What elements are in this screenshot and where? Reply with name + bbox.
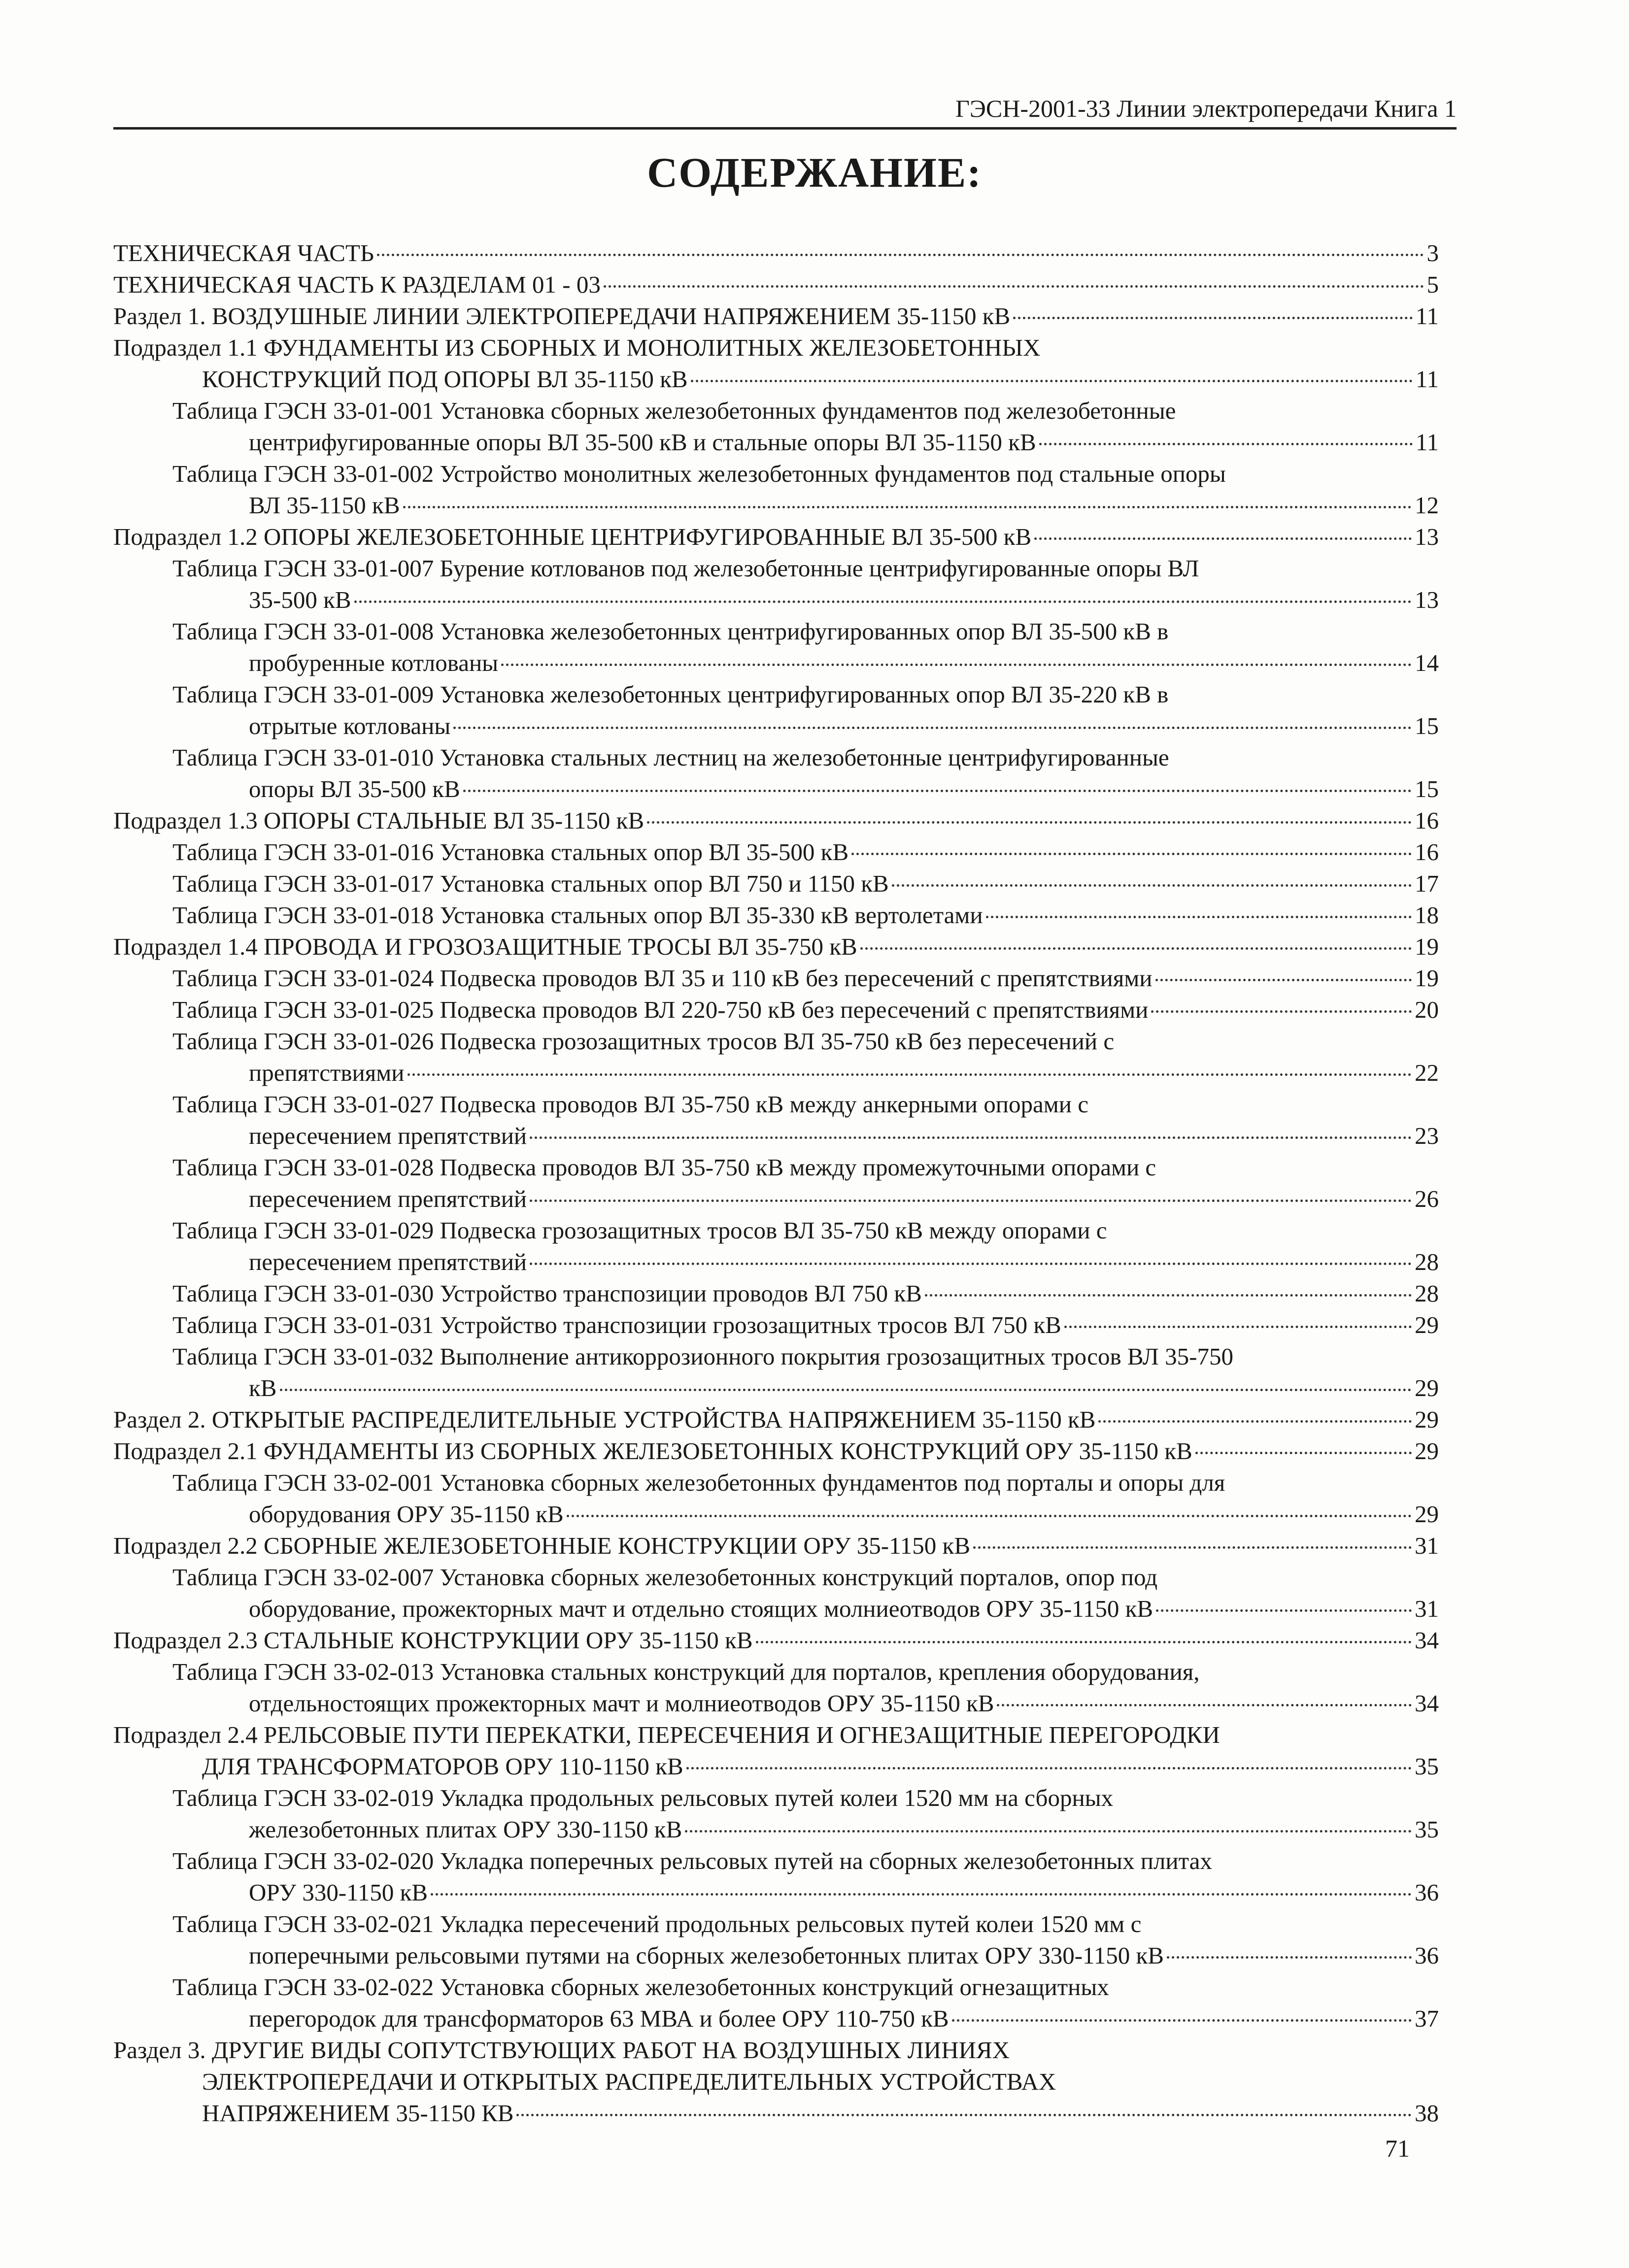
toc-entry — [113, 647, 1439, 679]
page-number: 71 — [1385, 2135, 1410, 2162]
dot-leader — [567, 1515, 1412, 1517]
dot-leader — [453, 727, 1412, 729]
toc-entry-text: Подраздел 1.1 ФУНДАМЕНТЫ ИЗ СБОРНЫХ И МОНОЛИТНЫХ ЖЕЛЕЗОБЕТОННЫХ — [113, 334, 1041, 361]
toc-entry — [113, 1057, 1439, 1089]
toc-entry — [113, 836, 1439, 868]
toc-entry-text: Таблица ГЭСН 33-02-021 Укладка пересечений продольных рельсовых путей колеи 1520 мм с — [172, 1910, 1142, 1937]
toc-entry — [113, 2035, 1439, 2066]
toc-entry — [113, 237, 1439, 269]
toc-entry-text: Подраздел 1.3 ОПОРЫ СТАЛЬНЫЕ ВЛ 35-1150 кВ — [113, 807, 645, 834]
toc-entry — [113, 364, 1439, 395]
toc-entry-text: Таблица ГЭСН 33-02-013 Установка стальных конструкций для порталов, крепления оборудования, — [172, 1658, 1200, 1685]
toc-entry — [113, 773, 1439, 805]
toc-page-number: 31 — [1415, 1595, 1439, 1622]
toc-entry — [113, 1089, 1439, 1120]
running-header: ГЭСН-2001-33 Линии электропередачи Книга 1 — [113, 94, 1457, 130]
toc-entry-text: Таблица ГЭСН 33-02-001 Установка сборных железобетонных фундаментов под порталы и опоры для — [172, 1469, 1225, 1496]
toc-entry-text: ЭЛЕКТРОПЕРЕДАЧИ И ОТКРЫТЫХ РАСПРЕДЕЛИТЕЛЬНЫХ УСТРОЙСТВАХ — [202, 2068, 1056, 2095]
toc-entry — [113, 1215, 1439, 1246]
toc-entry-text: КОНСТРУКЦИЙ ПОД ОПОРЫ ВЛ 35-1150 кВ — [202, 366, 688, 393]
toc-entry-text: Таблица ГЭСН 33-02-007 Установка сборных железобетонных конструкций порталов, опор под — [172, 1564, 1158, 1591]
toc-entry-text: пересечением препятствий — [249, 1248, 527, 1275]
toc-entry — [113, 1562, 1439, 1593]
toc-entry-text: отдельностоящих прожекторных мачт и молниеотводов ОРУ 35-1150 кВ — [249, 1690, 994, 1717]
toc-entry-text: Таблица ГЭСН 33-01-024 Подвеска проводов ВЛ 35 и 110 кВ без пересечений с препятствиями — [172, 965, 1153, 992]
dot-leader — [516, 2114, 1412, 2116]
toc-entry-text: Таблица ГЭСН 33-01-029 Подвеска грозозащитных тросов ВЛ 35-750 кВ между опорами с — [172, 1217, 1107, 1244]
toc-entry-text: отрытые котлованы — [249, 712, 451, 739]
toc-entry — [113, 1751, 1439, 1782]
dot-leader — [851, 853, 1412, 855]
toc-entry — [113, 742, 1439, 773]
toc-entry-text: Подраздел 2.3 СТАЛЬНЫЕ КОНСТРУКЦИИ ОРУ 35-1150 кВ — [113, 1627, 753, 1654]
toc-page-number: 23 — [1415, 1122, 1439, 1149]
dot-leader — [892, 884, 1412, 887]
dot-leader — [973, 1546, 1412, 1549]
dot-leader — [280, 1389, 1412, 1391]
dot-leader — [860, 947, 1412, 950]
table-of-contents — [113, 237, 1439, 2129]
toc-page-number: 18 — [1415, 901, 1439, 929]
toc-entry-text: ТЕХНИЧЕСКАЯ ЧАСТЬ К РАЗДЕЛАМ 01 - 03 — [113, 271, 601, 298]
toc-entry — [113, 1625, 1439, 1656]
toc-entry — [113, 1845, 1439, 1877]
toc-entry — [113, 1782, 1439, 1814]
dot-leader — [1167, 1956, 1412, 1959]
dot-leader — [1064, 1326, 1412, 1328]
dot-leader — [1013, 317, 1413, 319]
toc-entry-text: Таблица ГЭСН 33-01-008 Установка железобетонных центрифугированных опор ВЛ 35-500 кВ в — [172, 618, 1169, 645]
dot-leader — [407, 1073, 1412, 1076]
page-title: СОДЕРЖАНИЕ: — [647, 149, 982, 196]
toc-entry-text: Таблица ГЭСН 33-01-009 Установка железобетонных центрифугированных опор ВЛ 35-220 кВ в — [172, 681, 1169, 708]
toc-entry — [113, 1278, 1439, 1309]
toc-entry-text: пересечением препятствий — [249, 1122, 527, 1149]
toc-page-number: 15 — [1415, 712, 1439, 739]
dot-leader — [691, 380, 1413, 382]
dot-leader — [377, 254, 1424, 256]
toc-entry — [113, 963, 1439, 994]
toc-entry — [113, 1940, 1439, 1971]
toc-page-number: 14 — [1415, 649, 1439, 676]
toc-page-number: 15 — [1415, 775, 1439, 802]
dot-leader — [403, 506, 1412, 508]
toc-page-number: 5 — [1426, 271, 1439, 298]
dot-leader — [647, 821, 1412, 824]
toc-page-number: 36 — [1415, 1879, 1439, 1906]
dot-leader — [686, 1767, 1412, 1769]
toc-entry-text: Таблица ГЭСН 33-01-017 Установка стальных опор ВЛ 750 и 1150 кВ — [172, 870, 889, 897]
toc-page-number: 16 — [1415, 838, 1439, 866]
toc-page-number: 38 — [1415, 2100, 1439, 2127]
toc-entry — [113, 1814, 1439, 1845]
dot-leader — [1098, 1420, 1412, 1423]
toc-page-number: 28 — [1415, 1248, 1439, 1275]
toc-entry-text: Таблица ГЭСН 33-01-031 Устройство транспозиции грозозащитных тросов ВЛ 750 кВ — [172, 1311, 1061, 1338]
toc-entry — [113, 490, 1439, 521]
dot-leader — [530, 1136, 1412, 1139]
dot-leader — [501, 664, 1412, 666]
toc-entry — [113, 1656, 1439, 1688]
toc-page-number: 28 — [1415, 1280, 1439, 1307]
toc-entry-text: пробуренные котлованы — [249, 649, 499, 676]
toc-entry-text: ТЕХНИЧЕСКАЯ ЧАСТЬ — [113, 239, 374, 267]
toc-entry — [113, 1404, 1439, 1435]
toc-entry-text: Подраздел 2.2 СБОРНЫЕ ЖЕЛЕЗОБЕТОННЫЕ КОНСТРУКЦИИ ОРУ 35-1150 кВ — [113, 1532, 970, 1559]
dot-leader — [1155, 979, 1412, 981]
toc-entry — [113, 458, 1439, 490]
toc-page-number: 29 — [1415, 1437, 1439, 1465]
toc-entry-text: ОРУ 330-1150 кВ — [249, 1879, 428, 1906]
toc-entry — [113, 1908, 1439, 1940]
toc-entry — [113, 1530, 1439, 1562]
toc-entry-text: Таблица ГЭСН 33-01-007 Бурение котлованов под железобетонные центрифугированные опоры ВЛ — [172, 555, 1199, 582]
toc-page-number: 29 — [1415, 1501, 1439, 1528]
toc-page-number: 29 — [1415, 1374, 1439, 1401]
toc-entry-text: центрифугированные опоры ВЛ 35-500 кВ и стальные опоры ВЛ 35-1150 кВ — [249, 429, 1036, 456]
toc-page-number: 11 — [1415, 429, 1439, 456]
toc-entry-text: поперечными рельсовыми путями на сборных железобетонных плитах ОРУ 330-1150 кВ — [249, 1942, 1164, 1969]
toc-entry — [113, 1341, 1439, 1372]
toc-page-number: 13 — [1415, 586, 1439, 613]
toc-entry — [113, 584, 1439, 616]
toc-page-number: 20 — [1415, 996, 1439, 1023]
toc-entry-text: опоры ВЛ 35-500 кВ — [249, 775, 460, 802]
dot-leader — [1195, 1452, 1412, 1454]
dot-leader — [756, 1641, 1412, 1643]
dot-leader — [1039, 443, 1413, 445]
toc-entry-text: Таблица ГЭСН 33-02-019 Укладка продольных рельсовых путей колеи 1520 мм на сборных — [172, 1784, 1114, 1811]
toc-entry-text: ВЛ 35-1150 кВ — [249, 492, 400, 519]
dot-leader — [431, 1893, 1412, 1896]
toc-entry-text: Раздел 3. ДРУГИЕ ВИДЫ СОПУТСТВУЮЩИХ РАБОТ НА ВОЗДУШНЫХ ЛИНИЯХ — [113, 2036, 1010, 2064]
toc-entry-text: Раздел 2. ОТКРЫТЫЕ РАСПРЕДЕЛИТЕЛЬНЫЕ УСТРОЙСТВА НАПРЯЖЕНИЕМ 35-1150 кВ — [113, 1406, 1096, 1433]
toc-entry — [113, 2098, 1439, 2129]
toc-page-number: 13 — [1415, 523, 1439, 550]
toc-entry-text: Подраздел 1.2 ОПОРЫ ЖЕЛЕЗОБЕТОННЫЕ ЦЕНТРИФУГИРОВАННЫЕ ВЛ 35-500 кВ — [113, 523, 1032, 550]
dot-leader — [530, 1263, 1412, 1265]
dot-leader — [997, 1704, 1412, 1706]
toc-page-number: 34 — [1415, 1690, 1439, 1717]
dot-leader — [530, 1200, 1412, 1202]
toc-entry — [113, 521, 1439, 553]
dot-leader — [1034, 537, 1412, 540]
toc-entry — [113, 900, 1439, 931]
toc-entry-text: Таблица ГЭСН 33-01-027 Подвеска проводов ВЛ 35-750 кВ между анкерными опорами с — [172, 1091, 1088, 1118]
toc-entry-text: оборудования ОРУ 35-1150 кВ — [249, 1501, 564, 1528]
toc-entry — [113, 1971, 1439, 2003]
toc-entry-text: Таблица ГЭСН 33-01-030 Устройство транспозиции проводов ВЛ 750 кВ — [172, 1280, 922, 1307]
toc-entry-text: Подраздел 2.1 ФУНДАМЕНТЫ ИЗ СБОРНЫХ ЖЕЛЕЗОБЕТОННЫХ КОНСТРУКЦИЙ ОРУ 35-1150 кВ — [113, 1437, 1192, 1465]
toc-entry-text: Таблица ГЭСН 33-01-026 Подвеска грозозащитных тросов ВЛ 35-750 кВ без пересечений с — [172, 1028, 1115, 1055]
toc-entry — [113, 679, 1439, 710]
toc-page-number: 34 — [1415, 1627, 1439, 1654]
toc-entry-text: железобетонных плитах ОРУ 330-1150 кВ — [249, 1816, 682, 1843]
toc-entry-text: Раздел 1. ВОЗДУШНЫЕ ЛИНИИ ЭЛЕКТРОПЕРЕДАЧИ НАПРЯЖЕНИЕМ 35-1150 кВ — [113, 302, 1011, 330]
toc-entry-text: Таблица ГЭСН 33-01-002 Устройство монолитных железобетонных фундаментов под стальные опоры — [172, 460, 1226, 487]
toc-entry — [113, 1372, 1439, 1404]
toc-entry-text: Таблица ГЭСН 33-01-018 Установка стальных опор ВЛ 35-330 кВ вертолетами — [172, 901, 983, 929]
toc-entry — [113, 710, 1439, 742]
toc-entry — [113, 1152, 1439, 1183]
toc-entry-text: Таблица ГЭСН 33-02-020 Укладка поперечных рельсовых путей на сборных железобетонных плитах — [172, 1847, 1212, 1874]
toc-page-number: 19 — [1415, 933, 1439, 960]
toc-entry — [113, 616, 1439, 647]
toc-entry-text: Таблица ГЭСН 33-01-010 Установка стальных лестниц на железобетонные центрифугированные — [172, 744, 1169, 771]
toc-entry-text: кВ — [249, 1374, 277, 1401]
toc-entry — [113, 1467, 1439, 1499]
toc-page-number: 37 — [1415, 2005, 1439, 2032]
toc-page-number: 3 — [1426, 239, 1439, 267]
toc-entry-text: Таблица ГЭСН 33-01-001 Установка сборных железобетонных фундаментов под железобетонные — [172, 397, 1176, 424]
toc-page-number: 17 — [1415, 870, 1439, 897]
toc-entry — [113, 1435, 1439, 1467]
toc-page-number: 35 — [1415, 1753, 1439, 1780]
dot-leader — [1151, 1010, 1412, 1013]
toc-entry-text: оборудование, прожекторных мачт и отдельно стоящих молниеотводов ОРУ 35-1150 кВ — [249, 1595, 1154, 1622]
toc-entry — [113, 931, 1439, 963]
toc-entry — [113, 2003, 1439, 2035]
toc-entry-text: пересечением препятствий — [249, 1185, 527, 1212]
dot-leader — [354, 600, 1412, 603]
toc-entry-text: Таблица ГЭСН 33-01-025 Подвеска проводов ВЛ 220-750 кВ без пересечений с препятствиями — [172, 996, 1149, 1023]
toc-entry — [113, 1593, 1439, 1625]
toc-entry — [113, 395, 1439, 427]
toc-entry — [113, 553, 1439, 584]
toc-entry — [113, 1499, 1439, 1530]
toc-entry — [113, 1120, 1439, 1152]
dot-leader — [925, 1294, 1412, 1297]
toc-page-number: 35 — [1415, 1816, 1439, 1843]
toc-entry-text: Таблица ГЭСН 33-02-022 Установка сборных железобетонных конструкций огнезащитных — [172, 1973, 1109, 2001]
toc-page-number: 36 — [1415, 1942, 1439, 1969]
toc-entry-text: 35-500 кВ — [249, 586, 351, 613]
toc-page-number: 31 — [1415, 1532, 1439, 1559]
toc-page-number: 12 — [1415, 492, 1439, 519]
toc-entry — [113, 269, 1439, 300]
toc-page-number: 11 — [1415, 302, 1439, 330]
toc-entry-text: НАПРЯЖЕНИЕМ 35-1150 КВ — [202, 2100, 514, 2127]
dot-leader — [463, 790, 1412, 792]
toc-entry — [113, 1688, 1439, 1719]
toc-entry — [113, 994, 1439, 1026]
toc-entry — [113, 1309, 1439, 1341]
toc-entry — [113, 332, 1439, 364]
toc-entry — [113, 1246, 1439, 1278]
toc-entry — [113, 300, 1439, 332]
toc-entry — [113, 1877, 1439, 1908]
toc-page-number: 29 — [1415, 1311, 1439, 1338]
toc-entry — [113, 1183, 1439, 1215]
toc-entry-text: Подраздел 1.4 ПРОВОДА И ГРОЗОЗАЩИТНЫЕ ТРОСЫ ВЛ 35-750 кВ — [113, 933, 857, 960]
toc-entry-text: перегородок для трансформаторов 63 МВА и более ОРУ 110-750 кВ — [249, 2005, 949, 2032]
toc-page-number: 29 — [1415, 1406, 1439, 1433]
toc-page-number: 16 — [1415, 807, 1439, 834]
toc-entry — [113, 1719, 1439, 1751]
toc-entry — [113, 1026, 1439, 1057]
dot-leader — [604, 285, 1424, 288]
toc-entry-text: Подраздел 2.4 РЕЛЬСОВЫЕ ПУТИ ПЕРЕКАТКИ, ПЕРЕСЕЧЕНИЯ И ОГНЕЗАЩИТНЫЕ ПЕРЕГОРОДКИ — [113, 1721, 1220, 1748]
toc-entry-text: Таблица ГЭСН 33-01-016 Установка стальных опор ВЛ 35-500 кВ — [172, 838, 849, 866]
toc-page-number: 11 — [1415, 366, 1439, 393]
dot-leader — [952, 2019, 1412, 2022]
toc-entry-text: Таблица ГЭСН 33-01-032 Выполнение антикоррозионного покрытия грозозащитных тросов ВЛ 35-750 — [172, 1343, 1233, 1370]
toc-entry-text: препятствиями — [249, 1059, 405, 1086]
toc-entry-text: Таблица ГЭСН 33-01-028 Подвеска проводов ВЛ 35-750 кВ между промежуточными опорами с — [172, 1154, 1156, 1181]
dot-leader — [685, 1830, 1412, 1833]
toc-page-number: 26 — [1415, 1185, 1439, 1212]
toc-page-number: 19 — [1415, 965, 1439, 992]
toc-entry-text: ДЛЯ ТРАНСФОРМАТОРОВ ОРУ 110-1150 кВ — [202, 1753, 683, 1780]
toc-entry — [113, 427, 1439, 458]
toc-entry — [113, 805, 1439, 836]
toc-entry — [113, 2066, 1439, 2098]
toc-entry — [113, 868, 1439, 900]
toc-page-number: 22 — [1415, 1059, 1439, 1086]
dot-leader — [986, 916, 1412, 918]
dot-leader — [1156, 1609, 1412, 1612]
